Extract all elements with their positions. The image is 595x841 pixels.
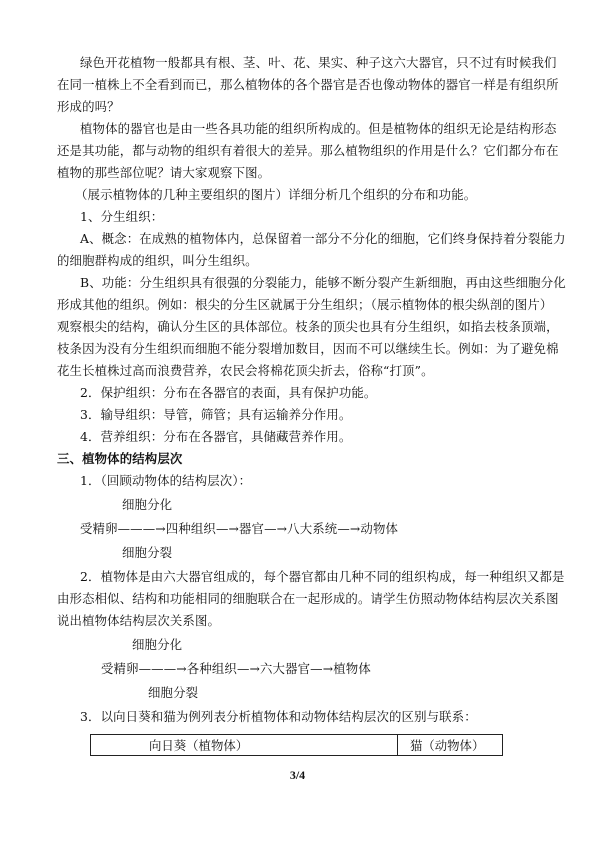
diagram-2-differentiation: 细胞分化 (132, 637, 183, 652)
diagram-2-division: 细胞分裂 (148, 685, 199, 700)
table-header-animal: 猫（动物体） (398, 735, 503, 756)
meristem-function-line-4: 枝条因为没有分生组织而细胞不能分裂增加数目，因而不可以继续生长。例如：为了避免棉 (57, 341, 559, 356)
meristem-concept-line-1: A、概念：在成熟的植物体内，总保留着一部分不分化的细胞，它们终身保持着分裂能力 (80, 231, 566, 246)
comparison-table (90, 734, 503, 756)
heading-meristem: 1、分生组织： (80, 209, 164, 224)
item-3: 3．以向日葵和猫为例列表分析植物体和动物体结构层次的区别与联系： (80, 709, 477, 724)
meristem-concept-line-2: 的细胞群构成的组织，叫分生组织。 (57, 253, 258, 268)
meristem-function-line-2: 形成其他的组织。例如：根尖的分生区就属于分生组织；（展示植物体的根尖纵剖的图片） (57, 297, 553, 312)
table-row (91, 735, 503, 756)
paragraph-1-line-2: 在同一植株上不全看到而已，那么植物体的各个器官是否也像动物体的器官一样是有组织所 (57, 77, 559, 92)
meristem-function-line-1: B、功能：分生组织具有很强的分裂能力，能够不断分裂产生新细胞，再由这些细胞分化 (80, 275, 566, 290)
item-2-line-1: 2．植物体是由六大器官组成的，每个器官都由几种不同的组织构成，每一种组织又都是 (80, 569, 565, 584)
nutritive-tissue: 4．营养组织：分布在各器官，具储藏营养作用。 (80, 429, 352, 444)
paragraph-2-line-1: 植物体的器官也是由一些各具功能的组织所构成的。但是植物体的组织无论是结构形态 (80, 121, 557, 136)
diagram-1-differentiation: 细胞分化 (122, 497, 173, 512)
meristem-function-line-5: 花生长植株过高而浪费营养，农民会将棉花顶尖折去，俗称“打顶”。 (57, 363, 434, 378)
item-2-line-2: 由形态相似、结构和功能相同的细胞联合在一起形成的。请学生仿照动物体结构层次关系图 (57, 591, 559, 606)
section-heading: 三、植物体的结构层次 (57, 451, 183, 466)
paragraph-1-line-3: 形成的吗？ (57, 99, 120, 114)
item-2-line-3: 说出植物体结构层次关系图。 (57, 613, 221, 628)
meristem-function-line-3: 观察根尖的结构，确认分生区的具体部位。枝条的顶尖也具有分生组织，如掐去枝条顶端， (57, 319, 559, 334)
diagram-1-division: 细胞分裂 (122, 545, 173, 560)
item-1: 1．（回顾动物体的结构层次）： (80, 473, 252, 488)
diagram-1-chain: 受精卵———→四种组织—→器官—→八大系统—→动物体 (80, 521, 399, 536)
paragraph-1-line-1: 绿色开花植物一般都具有根、茎、叶、花、果实、种子这六大器官，只不过有时候我们 (80, 55, 557, 70)
page-number: 3/4 (289, 768, 306, 782)
protective-tissue: 2．保护组织：分布在各器官的表面，具有保护功能。 (80, 385, 377, 400)
diagram-2-chain: 受精卵———→各种组织—→六大器官—→植物体 (101, 661, 371, 676)
table-header-plant: 向日葵（植物体） (91, 735, 398, 756)
paragraph-2-line-3: 植物的那些部位呢？请大家观察下图。 (57, 165, 271, 180)
conductive-tissue: 3．输导组织：导管，筛管；具有运输养分作用。 (80, 407, 352, 422)
paragraph-2-line-2: 还是其功能，都与动物的组织有着很大的差异。那么植物组织的作用是什么？它们都分布在 (57, 143, 559, 158)
paragraph-3: （展示植物体的几种主要组织的图片）详细分析几个组织的分布和功能。 (75, 187, 477, 202)
